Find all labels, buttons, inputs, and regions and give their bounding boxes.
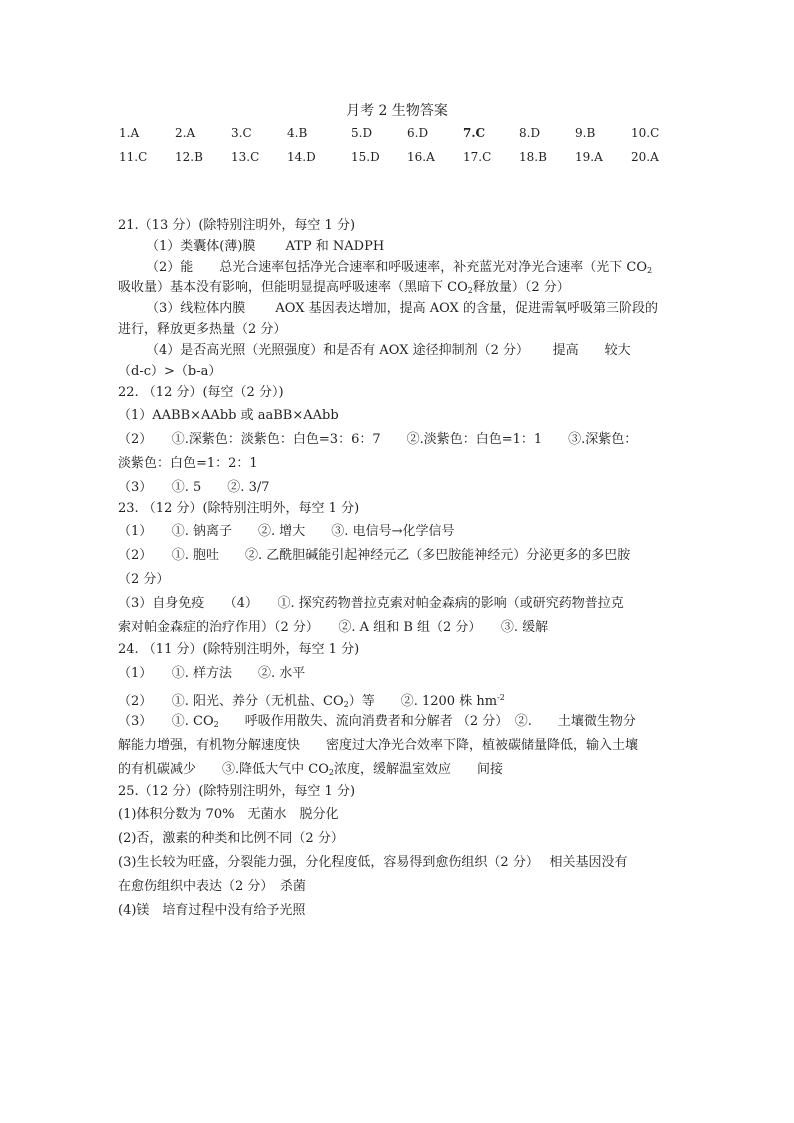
q22-line: （1）AABB×AAbb 或 aaBB×AAbb [118,408,339,423]
q24-line: （1） ①. 样方法 ②. 水平 [118,666,306,681]
mc-answer: 11.C [119,150,148,164]
q25-line: (4)镁 培育过程中没有给予光照 [118,903,306,918]
mc-answer: 5.D [351,126,373,140]
q23-line: （1） ①. 钠离子 ②. 增大 ③. 电信号→化学信号 [118,524,455,539]
q21-line: 吸收量）基本没有影响，但能明显提高呼吸速率（黑暗下 $CO_2$释放量）（2 分） [118,280,570,295]
q23-line: （2 分） [118,572,170,587]
q25-line: (3)生长较为旺盛，分裂能力强，分化程度低，容易得到愈伤组织（2 分） 相关基因没有 [118,855,628,870]
mc-answer: 6.D [407,126,429,140]
q22-line: 淡紫色：白色=1：2：1 [118,456,258,471]
mc-answer: 2.A [175,126,196,140]
q24-line: （3） ①. $CO_2$ 呼吸作用散失、流向消费者和分解者 （2 分） ②. 土壤微生物分 [118,714,636,729]
mc-answer: 19.A [575,150,603,164]
q25-line: (2)否，激素的种类和比例不同（2 分） [118,831,344,846]
mc-answer: 9.B [575,126,596,140]
q21-line: 进行，释放更多热量（2 分） [118,322,287,337]
q23-line: （3）自身免疫 （4） ①. 探究药物普拉克索对帕金森病的影响（或研究药物普拉克 [118,596,624,611]
page-title: 月考 2 生物答案 [346,103,448,119]
mc-answer: 3.C [231,126,252,140]
q21-line: （3）线粒体内膜 AOX 基因表达增加，提高 AOX 的含量，促进需氧呼吸第三阶段的 [146,301,658,316]
q24-line: 解能力增强，有机物分解速度快 密度过大净光合效率下降，植被碳储量降低，输入土壤 [118,738,639,753]
q24-line: 的有机碳减少 ③.降低大气中 $CO_2$浓度，缓解温室效应 间接 [118,762,503,777]
mc-answer: 14.D [287,150,316,164]
mc-answer: 12.B [175,150,203,164]
mc-answer: 7.C [463,126,486,140]
mc-answer: 13.C [231,150,260,164]
mc-answer: 18.B [519,150,547,164]
q21-line: （d-c）>（b-a） [118,364,222,379]
mc-answer: 1.A [119,126,140,140]
mc-answer: 4.B [287,126,308,140]
q21-line: （2）能 总光合速率包括净光合速率和呼吸速率，补充蓝光对净光合速率（光下 $CO_2$ [146,260,653,275]
q25-line: (1)体积分数为 70% 无菌水 脱分化 [118,807,339,822]
mc-answer: 20.A [631,150,659,164]
q22-heading: 22. （12 分）(每空（2 分）) [118,385,284,400]
mc-answer: 10.C [631,126,660,140]
q22-line: （3） ①. 5 ②. 3/7 [118,480,270,495]
q21-heading: 21.（13 分）(除特别注明外，每空 1 分) [118,218,356,233]
q24-line: （2） ①. 阳光、养分（无机盐、$CO_2$）等 ②. 1200 株 $hm^{-2}$ [118,693,505,709]
q25-line: 在愈伤组织中表达（2 分） 杀菌 [118,879,306,894]
q21-line: （1）类囊体(薄)膜 ATP 和 NADPH [146,239,385,254]
q24-heading: 24. （11 分）(除特别注明外，每空 1 分) [118,642,360,657]
mc-answer: 8.D [519,126,541,140]
mc-answer: 16.A [407,150,435,164]
q23-heading: 23. （12 分）(除特别注明外，每空 1 分) [118,501,360,516]
q21-line: （4）是否高光照（光照强度）和是否有 AOX 途径抑制剂（2 分） 提高 较大 [146,343,631,358]
q22-line: （2） ①.深紫色：淡紫色：白色=3：6：7 ②.淡紫色：白色=1：1 ③.深紫色： [118,432,638,447]
mc-answer: 15.D [351,150,380,164]
q23-line: （2） ①. 胞吐 ②. 乙酰胆碱能引起神经元乙（多巴胺能神经元）分泌更多的多巴胺 [118,548,631,563]
q23-line: 索对帕金森症的治疗作用）（2 分） ②. A 组和 B 组（2 分） ③. 缓解 [118,620,549,635]
q25-heading: 25.（12 分）(除特别注明外，每空 1 分) [118,784,356,799]
mc-answer: 17.C [463,150,492,164]
